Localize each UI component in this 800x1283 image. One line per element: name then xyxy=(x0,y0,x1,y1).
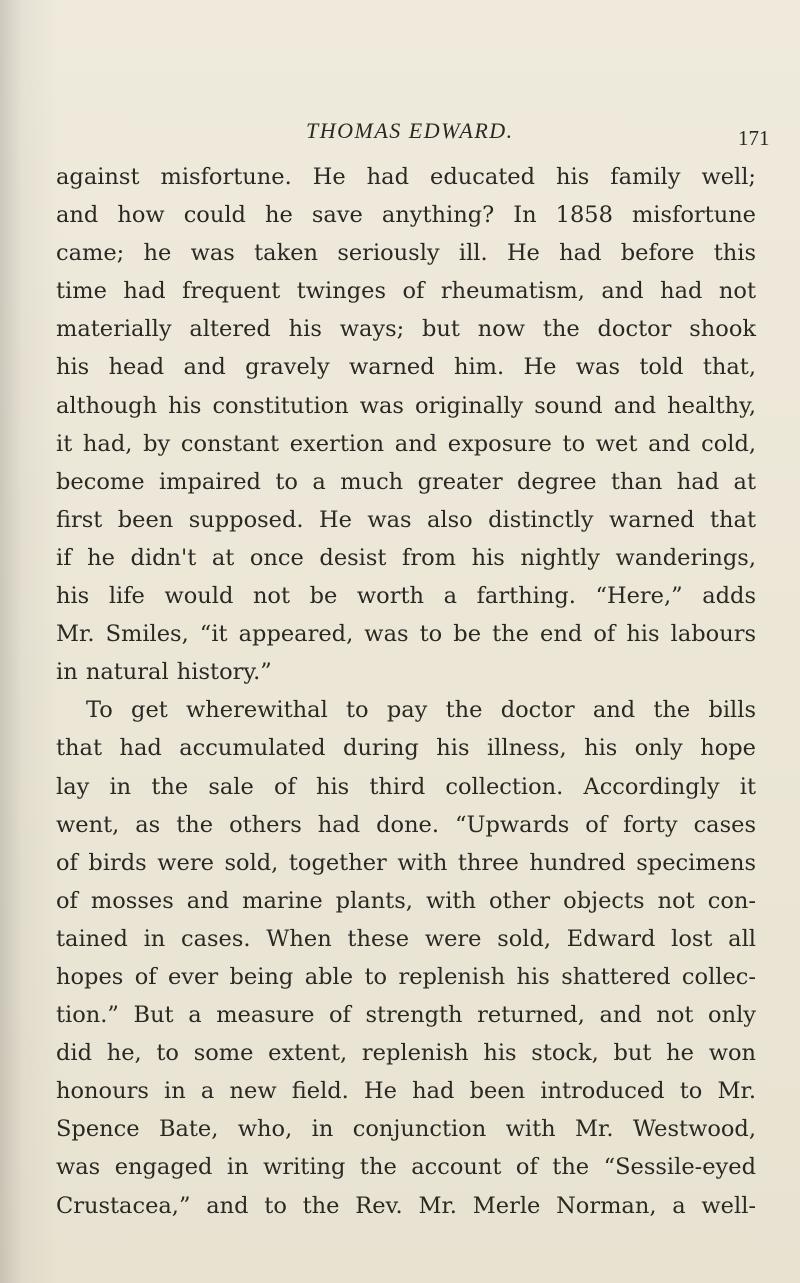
text-line: time had frequent twinges of rheumatism, and had not xyxy=(56,278,756,305)
text-line: of mosses and marine plants, with other objects not con- xyxy=(56,887,756,914)
text-line: tion.” But a measure of strength returned, and not only xyxy=(56,1002,756,1029)
page-number: 171 xyxy=(738,126,770,150)
running-head: THOMAS EDWARD. xyxy=(306,118,514,143)
text-line: that had accumulated during his illness, his only hope xyxy=(56,735,756,762)
text-line: his head and gravely warned him. He was told that, xyxy=(56,354,756,381)
text-line: Spence Bate, who, in conjunction with Mr. Westwood, xyxy=(56,1116,756,1143)
text-line: of birds were sold, together with three hundred specimens xyxy=(56,849,756,876)
text-line: Mr. Smiles, “it appeared, was to be the end of his labours xyxy=(56,621,756,648)
text-line: honours in a new field. He had been introduced to Mr. xyxy=(56,1078,756,1105)
text-line: his life would not be worth a farthing. “Here,” adds xyxy=(56,583,756,610)
page-header xyxy=(0,112,800,152)
text-line: in natural history.” xyxy=(56,659,272,686)
text-line: although his constitution was originally sound and healthy, xyxy=(56,392,756,419)
text-line: lay in the sale of his third collection. Accordingly it xyxy=(56,773,756,800)
text-line: and how could he save anything? In 1858 misfortune xyxy=(56,202,756,229)
text-line: against misfortune. He had educated his family well; xyxy=(56,164,756,190)
text-line: materially altered his ways; but now the doctor shook xyxy=(56,316,756,343)
text-line: was engaged in writing the account of the “Sessile-eyed xyxy=(56,1154,756,1181)
text-line: if he didn't at once desist from his nightly wanderings, xyxy=(56,544,756,571)
text-line: become impaired to a much greater degree than had at xyxy=(56,468,756,495)
text-line: Crustacea,” and to the Rev. Mr. Merle Norman, a well- xyxy=(56,1192,756,1219)
text-line: hopes of ever being able to replenish his shattered collec- xyxy=(56,963,756,990)
body-text xyxy=(56,158,756,1225)
text-line: came; he was taken seriously ill. He had before this xyxy=(56,240,756,267)
text-line: did he, to some extent, replenish his stock, but he won xyxy=(56,1040,756,1067)
text-line: went, as the others had done. “Upwards of forty cases xyxy=(56,811,756,838)
text-line: To get wherewithal to pay the doctor and the bills xyxy=(86,697,756,724)
text-line: it had, by constant exertion and exposure to wet and cold, xyxy=(56,430,756,457)
text-line: first been supposed. He was also distinctly warned that xyxy=(56,506,756,533)
text-line: tained in cases. When these were sold, Edward lost all xyxy=(56,925,756,952)
